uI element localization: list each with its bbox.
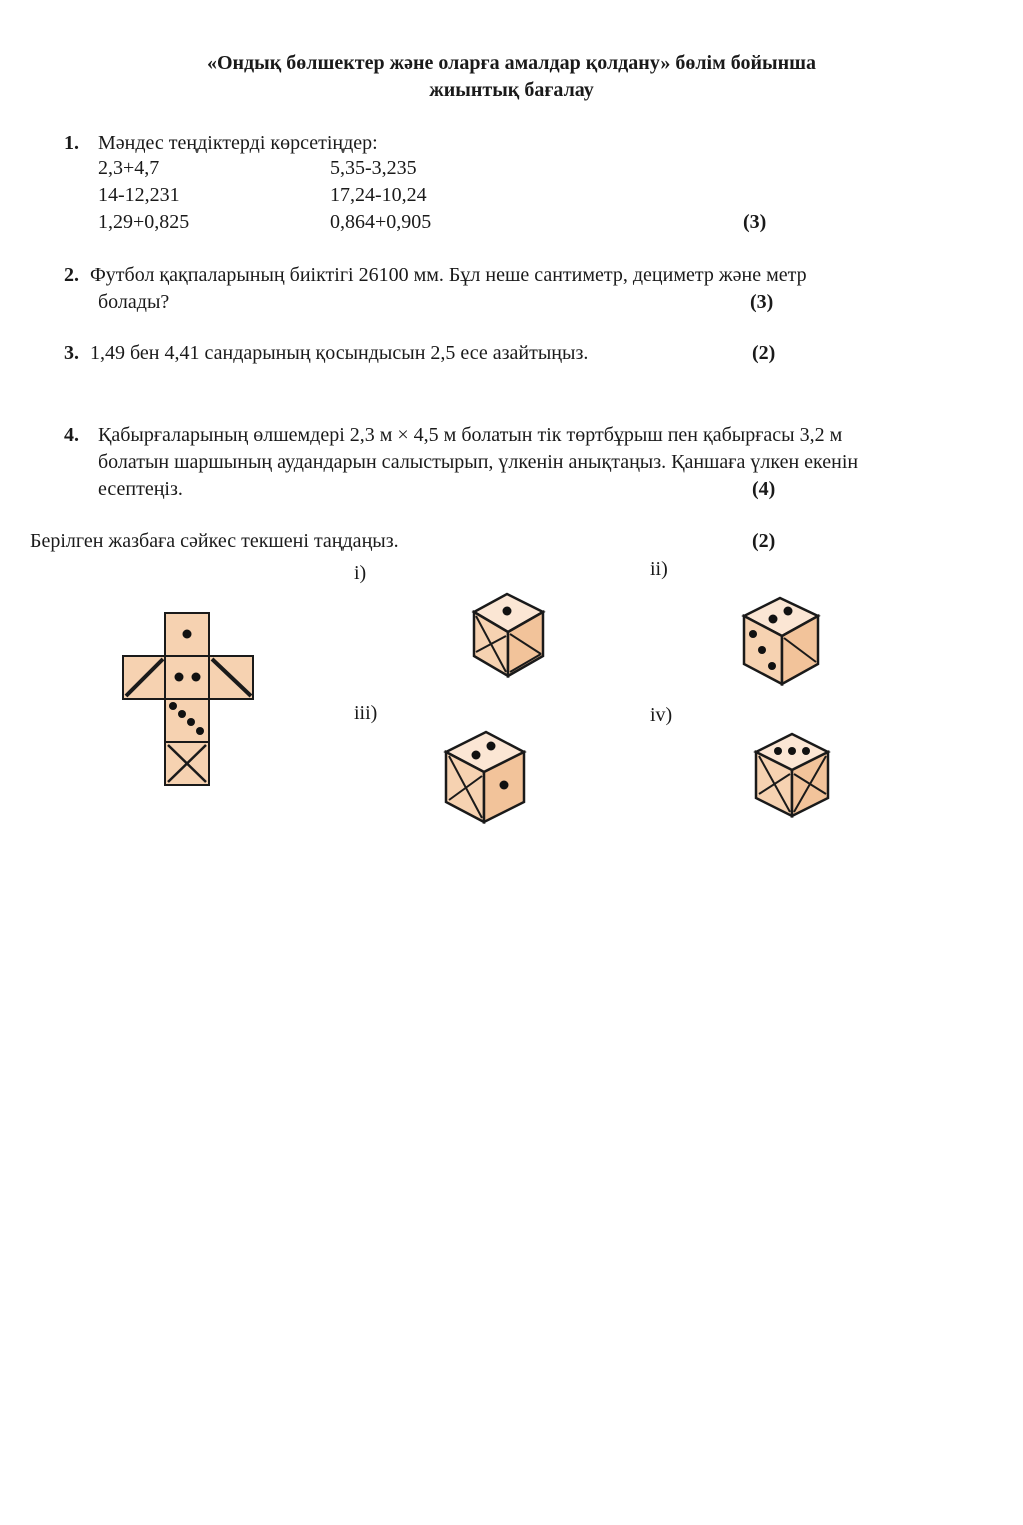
- expression: 5,35-3,235: [330, 157, 417, 179]
- question-text: болады?: [98, 291, 170, 313]
- cube-net-figure: [120, 610, 260, 790]
- cube-option-iii: [442, 728, 528, 826]
- cube-option-ii: [740, 594, 824, 688]
- points-label: (2): [752, 530, 776, 552]
- option-label-i: i): [354, 562, 367, 584]
- expression: 17,24-10,24: [330, 184, 427, 206]
- cube-option-i: [470, 590, 550, 680]
- points-label: (2): [752, 342, 776, 364]
- expression: 2,3+4,7: [98, 157, 160, 179]
- question-number: 4.: [64, 424, 79, 446]
- option-label-iii: iii): [354, 702, 378, 724]
- cube-option-iv: [752, 730, 832, 820]
- option-label-ii: ii): [650, 558, 668, 580]
- points-label: (3): [743, 211, 767, 233]
- points-label: (4): [752, 478, 776, 500]
- question-text: Футбол қақпаларының биіктігі 26100 мм. Бұл неше сантиметр, дециметр және метр: [90, 264, 807, 286]
- points-label: (3): [750, 291, 774, 313]
- question-text: Қабырғаларының өлшемдері 2,3 м × 4,5 м болатын тік төртбұрыш пен қабырғасы 3,2 м: [98, 424, 843, 446]
- question-text: Мәндес теңдіктерді көрсетіңдер:: [98, 132, 378, 154]
- question-text: 1,49 бен 4,41 сандарының қосындысын 2,5 есе азайтыңыз.: [90, 342, 589, 364]
- question-number: 3.: [64, 342, 79, 364]
- question-text: Берілген жазбаға сәйкес текшені таңдаңыз.: [30, 530, 399, 552]
- question-number: 2.: [64, 264, 79, 286]
- page-title-line2: жиынтық бағалау: [429, 79, 594, 101]
- page-title-line1: «Ондық бөлшектер және оларға амалдар қолдану» бөлім бойынша: [206, 52, 817, 74]
- expression: 0,864+0,905: [330, 211, 432, 233]
- question-text: есептеңіз.: [98, 478, 183, 500]
- expression: 1,29+0,825: [98, 211, 190, 233]
- option-label-iv: iv): [650, 704, 673, 726]
- expression: 14-12,231: [98, 184, 180, 206]
- question-text: болатын шаршының аудандарын салыстырып, үлкенін анықтаңыз. Қаншаға үлкен екенін: [98, 451, 859, 473]
- question-number: 1.: [64, 132, 79, 154]
